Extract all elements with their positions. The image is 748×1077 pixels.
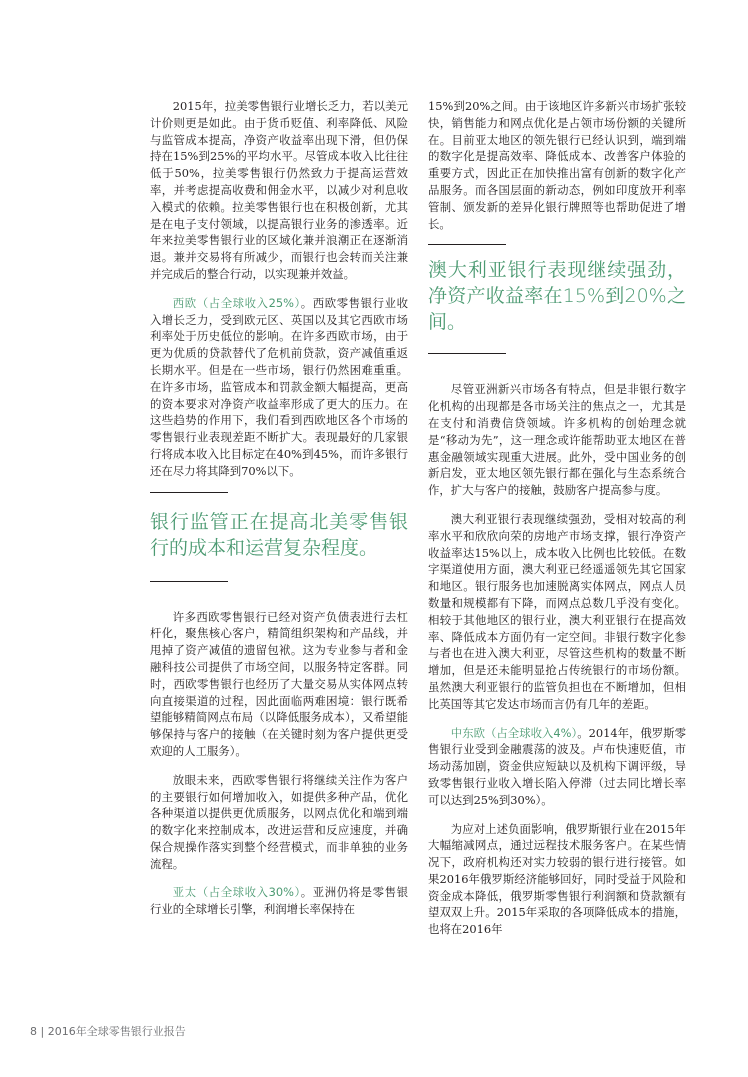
- region-label-asia-pacific: 亚太（占全球收入30%）: [172, 885, 301, 900]
- heading-top-rule: [150, 492, 228, 493]
- paragraph-central-eastern-europe-text: 。2014年，俄罗斯零售银行业受到金融震荡的波及。卢布快速贬值，市场动荡加剧，资金供应短缺以及机构下调评级，导致零售银行业收入增长陷入停滞（过去同比增长率可以达到25%到30%）。: [428, 725, 686, 807]
- right-column: [428, 98, 686, 950]
- footer-separator: |: [40, 1025, 45, 1038]
- heading-bottom-rule: [428, 353, 506, 354]
- paragraph-western-europe: [150, 295, 408, 480]
- paragraph-russia-response: 为应对上述负面影响，俄罗斯银行业在2015年大幅缩减网点，通过远程技术服务客户。在某些情况下，政府机构还对实力较弱的银行进行接管。如果2016年俄罗斯经济能够回好，同时受益于风险和资金成本降低，俄罗斯零售银行利润额和贷款额有望双双上升。2015年采取的各项降低成本的措施，也将在2016年: [428, 821, 686, 937]
- paragraph-central-eastern-europe: [428, 725, 686, 809]
- region-label-central-eastern-europe: 中东欧（占全球收入4%）: [450, 725, 578, 740]
- left-column: [150, 98, 408, 930]
- pull-quote-north-america: 银行监管正在提高北美零售银行的成本和运营复杂程度。: [150, 510, 408, 559]
- paragraph-latin-america: 2015年，拉美零售银行业增长乏力，若以美元计价则更是如此。由于货币贬值、利率降低、风险与监管成本提高，净资产收益率出现下滑，但仍保持在15%到25%的平均水平。尽管成本收入比往往低于50%，拉美零售银行仍然致力于提高运营效率，并考虑提高收费和佣金水平，以减少对利息收入模式的依赖。拉美零售银行也在积极创新，尤其是在电子支付领域，以提高银行业务的渗透率。近年来拉美零售银行业的区域化兼并浪潮正在逐渐消退。兼并交易将有所减少，而银行也会转而关注兼并完成后的整合行动，以实现兼并效益。: [150, 99, 408, 281]
- paragraph-asia-digital: 尽管亚洲新兴市场各有特点，但是非银行数字化机构的出现都是各市场关注的焦点之一，尤其是在支付和消费信贷领域。许多机构的创始理念就是“移动为先”，这一理念或许能帮助亚太地区在普惠金融领域实现重大进展。此外，受中国业务的创新启发，亚太地区领先银行都在强化与生态系统合作，扩大与客户的接触，鼓励客户提高参与度。: [428, 382, 686, 498]
- paragraph-australia: 澳大利亚银行表现继续强劲，受相对较高的利率水平和欣欣向荣的房地产市场支撑，银行净资产收益率达15%以上，成本收入比例也比较低。在数字渠道使用方面，澳大利亚已经遥遥领先其它国家和地区。银行服务也加速脱离实体网点，网点人员数量和规模都有下降，而网点总数几乎没有变化。相较于其他地区的银行业，澳大利亚银行在提高效率、降低成本方面仍有一定空间。非银行数字化参与者也在进入澳大利亚，尽管这些机构的数量不断增加，但是还未能明显抢占传统银行的市场份额。虽然澳大利亚银行的监管负担也在不断增加，但相比英国等其它发达市场而言仍有几年的差距。: [428, 511, 686, 711]
- heading-bottom-rule: [150, 581, 228, 582]
- pull-quote-australia: 澳大利亚银行表现继续强劲，净资产收益率在15%到20%之间。: [428, 259, 686, 334]
- page-number: 8: [30, 1025, 37, 1038]
- heading-top-rule: [428, 244, 506, 245]
- paragraph-western-europe-outlook: 放眼未来，西欧零售银行将继续关注作为客户的主要银行如何增加收入，如提供多种产品，优化各种渠道以提供更优质服务，以网点优化和端到端的数字化来控制成本，改进运营和反应速度，并确保合规操作落实到整个经营模式，而非单独的业务流程。: [150, 772, 408, 871]
- page-footer: [30, 1023, 186, 1039]
- paragraph-asia-pacific-text: 。亚洲仍将是零售银行业的全球增长引擎，利润增长率保持在: [150, 885, 408, 917]
- paragraph-western-europe-deleveraging: 许多西欧零售银行已经对资产负债表进行去杠杆化，聚焦核心客户，精简组织架构和产品线，并甩掉了资产减值的遗留包袱。这为专业参与者和金融科技公司提供了市场空间，以服务特定客群。同时，西欧零售银行也经历了大量交易从实体网点转向直接渠道的过程，因此面临两难困境：银行既希望能够精简网点布局（以降低服务成本），又希望能够保持与客户的接触（在关键时刻为客户提供更受欢迎的人工服务）。: [150, 609, 408, 758]
- paragraph-asia-pacific: [150, 884, 408, 918]
- paragraph-western-europe-text: 。西欧零售银行业收入增长乏力，受到欧元区、英国以及其它西欧市场利率处于历史低位的影响。在许多西欧市场，由于更为优质的贷款替代了危机前贷款，资产减值重返长期水平。但是在一些市场，银行仍然困难重重。在许多市场，监管成本和罚款金额大幅提高，更高的资本要求对净资产收益率形成了更大的压力。在这些趋势的作用下，我们看到西欧地区各个市场的零售银行业表现差距不断扩大。表现最好的几家银行将成本收入比目标定在40%到45%，而许多银行还在尽力将其降到70%以下。: [150, 295, 408, 478]
- report-title: 2016年全球零售银行业报告: [47, 1025, 186, 1038]
- paragraph-asia-pacific-continued: 15%到20%之间。由于该地区许多新兴市场扩张较快，销售能力和网点优化是占领市场份额的关键所在。目前亚太地区的领先银行已经认识到，端到端的数字化是提高效率、降低成本、改善客户体验的重要方式，因此正在加快推出富有创新的数字化产品服务。而各国层面的新动态，例如印度放开利率管制、颁发新的差异化银行牌照等也帮助促进了增长。: [428, 99, 686, 231]
- region-label-western-europe: 西欧（占全球收入25%）: [172, 295, 301, 310]
